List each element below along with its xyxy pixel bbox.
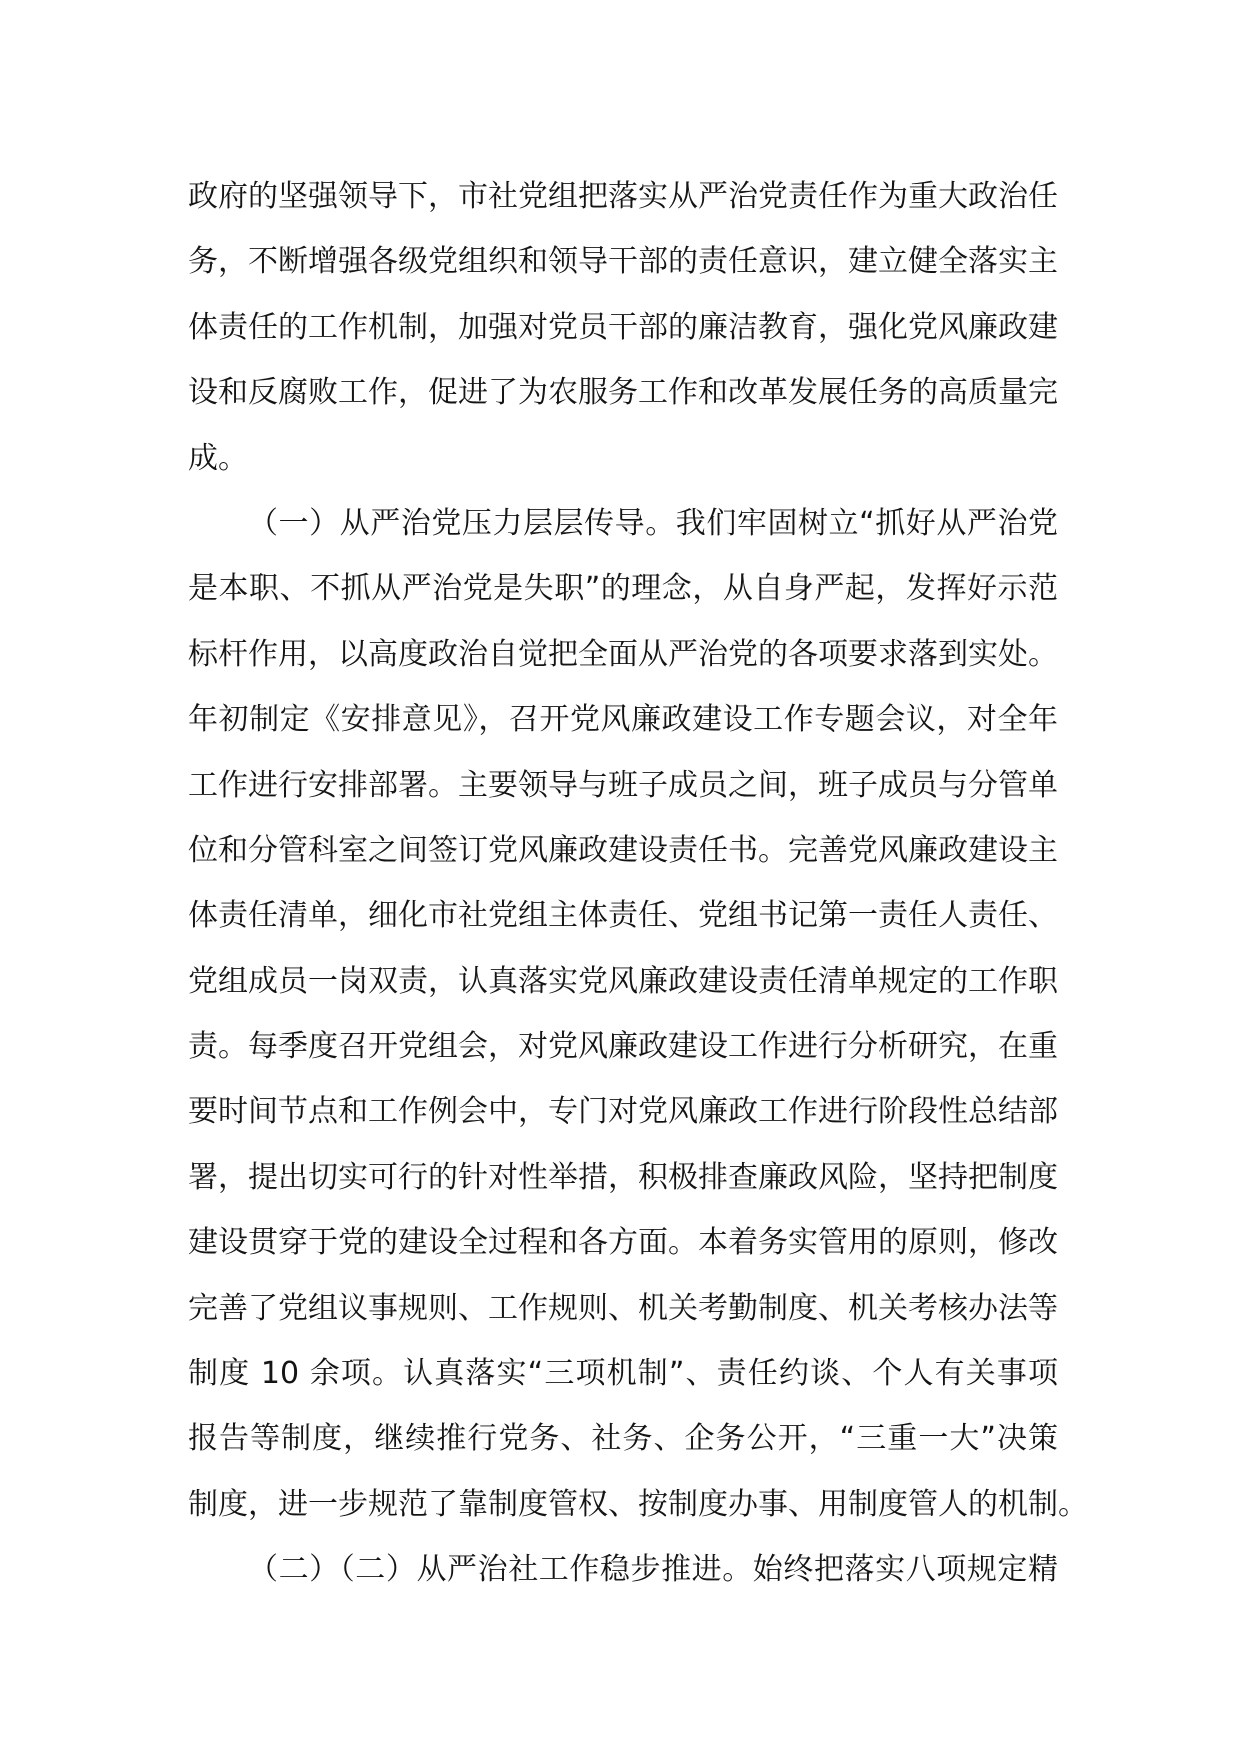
intro-line-2: 务，不断增强各级党组织和领导干部的责任意识，建立健全落实主 (188, 244, 1058, 280)
intro-line-5: 成。 (188, 440, 248, 476)
section-1-line-10: 要时间节点和工作例会中，专门对党风廉政工作进行阶段性总结部 (188, 1094, 1058, 1130)
section-1-line-7: 体责任清单，细化市社党组主体责任、党组书记第一责任人责任、 (188, 898, 1058, 934)
section-1-line-13: 完善了党组议事规则、工作规则、机关考勤制度、机关考核办法等 (188, 1290, 1058, 1326)
section-1-line-14: 制度 10 余项。认真落实“三项机制”、责任约谈、个人有关事项 (188, 1356, 1058, 1392)
section-1-line-9: 责。每季度召开党组会，对党风廉政建设工作进行分析研究，在重 (188, 1029, 1058, 1065)
section-1-line-2: 是本职、不抓从严治党是失职”的理念，从自身严起，发挥好示范 (188, 571, 1058, 607)
section-1-line-11: 署，提出切实可行的针对性举措，积极排查廉政风险，坚持把制度 (188, 1159, 1058, 1195)
section-1-line-15: 报告等制度，继续推行党务、社务、企务公开，“三重一大”决策 (188, 1421, 1058, 1457)
intro-line-4: 设和反腐败工作，促进了为农服务工作和改革发展任务的高质量完 (188, 375, 1058, 411)
section-1-heading-line: （一）从严治党压力层层传导。我们牢固树立“抓好从严治党 (248, 505, 1058, 541)
intro-line-3: 体责任的工作机制，加强对党员干部的廉洁教育，强化党风廉政建 (188, 309, 1058, 345)
section-1-line-12: 建设贯穿于党的建设全过程和各方面。本着务实管用的原则，修改 (188, 1225, 1058, 1261)
body-text (188, 164, 1088, 1603)
section-2-heading-line: （二）（二）从严治社工作稳步推进。始终把落实八项规定精 (248, 1552, 1058, 1588)
section-1-line-6: 位和分管科室之间签订党风廉政建设责任书。完善党风廉政建设主 (188, 832, 1058, 868)
intro-line-1: 政府的坚强领导下，市社党组把落实从严治党责任作为重大政治任 (188, 179, 1058, 214)
section-1-line-5: 工作进行安排部署。主要领导与班子成员之间，班子成员与分管单 (188, 767, 1058, 803)
section-1-line-3: 标杆作用，以高度政治自觉把全面从严治党的各项要求落到实处。 (188, 636, 1058, 672)
section-1-line-8: 党组成员一岗双责，认真落实党风廉政建设责任清单规定的工作职 (188, 963, 1058, 999)
section-1-line-16: 制度，进一步规范了靠制度管权、按制度办事、用制度管人的机制。 (188, 1486, 1088, 1522)
section-1-line-4: 年初制定《安排意见》，召开党风廉政建设工作专题会议，对全年 (188, 702, 1058, 738)
